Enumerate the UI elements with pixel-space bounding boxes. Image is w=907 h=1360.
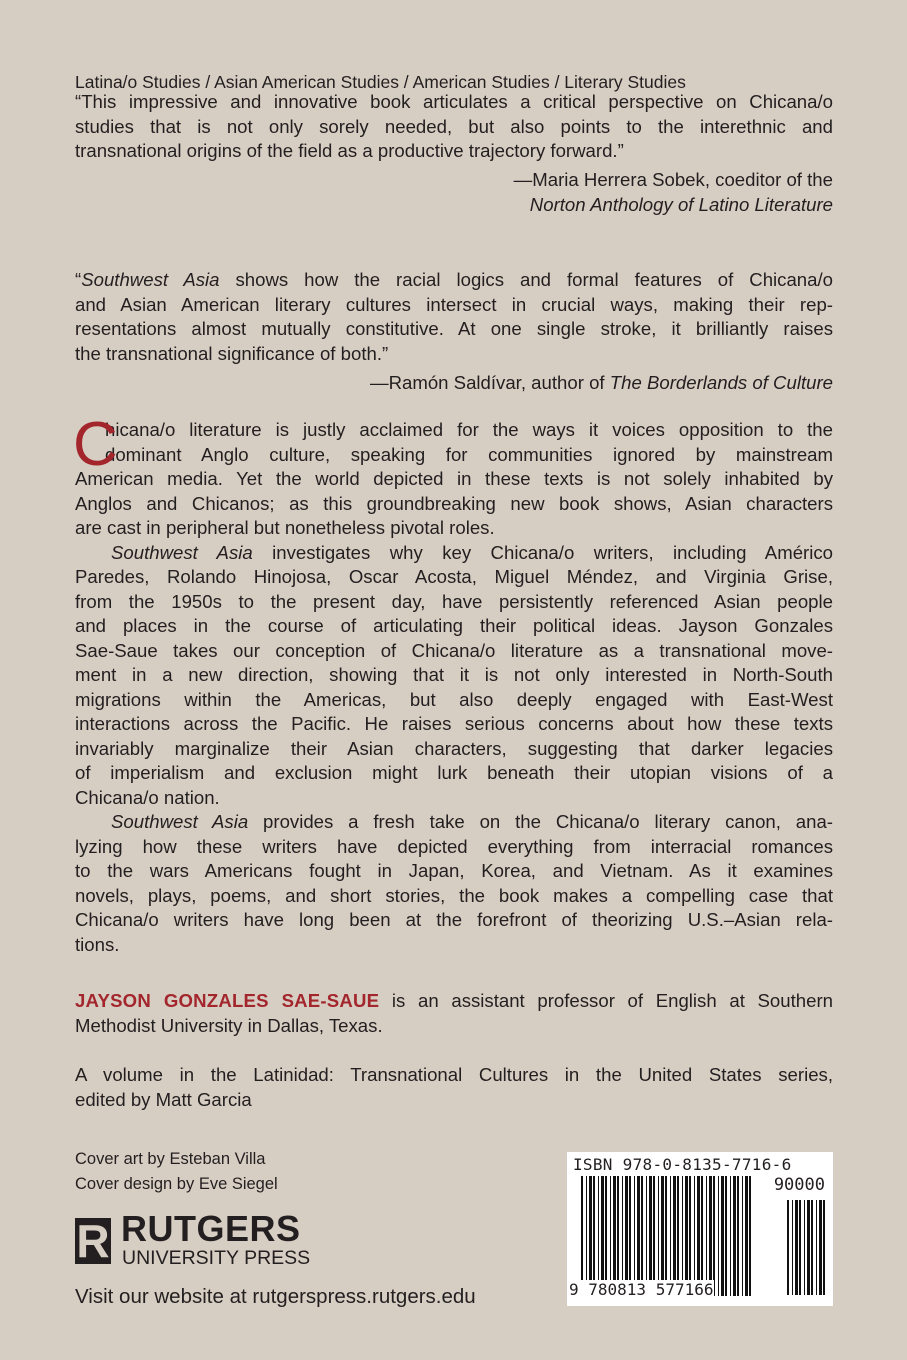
barcode-bar — [685, 1176, 688, 1296]
text-segment: and places in the course of articulating their political ideas. Jayson Gonzales — [75, 615, 833, 636]
text-line — [75, 1088, 833, 1113]
barcode-bar — [823, 1200, 825, 1295]
text-segment: hicana/o literature is justly acclaimed for the ways it voices opposition to the — [105, 419, 833, 440]
drop-cap: C — [73, 410, 118, 479]
text-segment: shows how the racial logics and formal features of Chicana/o — [219, 269, 833, 290]
barcode-bar — [737, 1176, 739, 1296]
endorsement-quote-1 — [75, 90, 833, 164]
barcode-bar — [646, 1176, 647, 1296]
text-segment: Paredes, Rolando Hinojosa, Oscar Acosta, Miguel Méndez, and Virginia Grise, — [75, 566, 833, 587]
series-note — [75, 1063, 833, 1112]
publisher-website[interactable]: Visit our website at rutgerspress.rutgers.edu — [75, 1285, 476, 1308]
barcode-bar — [622, 1176, 623, 1296]
text-line — [75, 590, 833, 615]
barcode-bar — [787, 1200, 789, 1295]
price-code: 90000 — [773, 1175, 825, 1195]
publisher-logo — [75, 1208, 325, 1272]
text-line — [75, 293, 833, 318]
text-segment: —Maria Herrera Sobek, coeditor of the — [513, 169, 833, 190]
barcode-bar — [677, 1176, 679, 1296]
text-line — [75, 541, 833, 566]
text-line — [75, 786, 833, 811]
text-line — [75, 1014, 833, 1039]
barcode-bar — [733, 1176, 736, 1296]
text-line — [75, 139, 833, 164]
subject-categories: Latina/o Studies / Asian American Studies / American Studies / Literary Studies — [75, 72, 686, 92]
barcode-bar — [581, 1176, 583, 1296]
italic-title: The Borderlands of Culture — [609, 372, 833, 393]
barcode-bar — [725, 1176, 727, 1296]
barcode-bar — [658, 1176, 659, 1296]
barcode-bar — [697, 1176, 700, 1296]
barcode-bar — [661, 1176, 664, 1296]
text-segment: provides a fresh take on the Chicana/o literary canon, ana- — [248, 811, 833, 832]
price-bars — [787, 1200, 827, 1295]
barcode-bar — [601, 1176, 604, 1296]
text-segment: dominant Anglo culture, speaking for communities ignored by mainstream — [105, 443, 833, 465]
text-segment: Sae-Saue takes our conception of Chicana/o literature as a transnational move- — [75, 639, 833, 661]
barcode-bar — [804, 1200, 805, 1295]
ean-digits: 9 780813 577166 — [569, 1280, 714, 1299]
text-segment: transnational origins of the field as a productive trajectory forward.” — [75, 140, 624, 161]
barcode-bar — [807, 1200, 810, 1295]
publisher-name: RUTGERS — [121, 1208, 301, 1249]
text-line — [75, 884, 833, 909]
text-segment: ment in a new direction, showing that it is not only interested in North-South — [75, 664, 833, 685]
text-segment: Chicana/o writers have long been at the forefront of theorizing U.S.–Asian rela- — [75, 909, 833, 930]
text-segment: “This impressive and innovative book articulates a critical perspective on Chicana/o — [75, 91, 833, 112]
barcode-bar — [629, 1176, 631, 1296]
text-line — [75, 467, 833, 492]
text-segment: migrations within the Americas, but also deeply engaged with East-West — [75, 688, 833, 710]
barcode-bar — [670, 1176, 671, 1296]
endorsement-quote-2 — [75, 268, 833, 366]
text-line — [75, 168, 833, 193]
barcode-bar — [819, 1200, 822, 1295]
text-segment: investigates why key Chicana/o writers, including Américo — [252, 541, 833, 563]
barcode-bar — [689, 1176, 691, 1296]
text-line — [75, 342, 833, 367]
barcode-bar — [634, 1176, 635, 1296]
text-line — [75, 761, 833, 786]
barcode-bar — [682, 1176, 683, 1296]
isbn-barcode — [567, 1152, 833, 1306]
text-line — [75, 115, 833, 140]
barcode-bar — [610, 1176, 611, 1296]
italic-title: Southwest Asia — [81, 269, 220, 290]
cover-art-credit: Cover art by Esteban Villa — [75, 1150, 266, 1168]
barcode-bar — [649, 1176, 652, 1296]
text-line — [75, 193, 833, 218]
text-segment: to the wars Americans fought in Japan, Korea, and Vietnam. As it examines — [75, 860, 833, 881]
text-segment: Methodist University in Dallas, Texas. — [75, 1014, 383, 1036]
text-line — [75, 933, 833, 958]
text-line — [75, 516, 833, 541]
text-segment: invariably marginalize their Asian characters, suggesting that darker legacies — [75, 737, 833, 759]
text-segment: is an assistant professor of English at Southern — [379, 990, 833, 1011]
barcode-bar — [792, 1200, 793, 1295]
barcode-bar — [617, 1176, 619, 1296]
text-line — [75, 663, 833, 688]
text-segment: the transnational significance of both.” — [75, 342, 389, 364]
text-line — [75, 614, 833, 639]
barcode-bar — [598, 1176, 599, 1296]
text-line — [75, 418, 833, 443]
text-line — [75, 90, 833, 115]
barcode-bar — [795, 1200, 798, 1295]
book-description — [73, 410, 833, 957]
text-line — [75, 371, 833, 396]
barcode-bar — [701, 1176, 703, 1296]
text-segment: resentations almost mutually constitutive. At one single stroke, it brilliantly raises — [75, 318, 833, 339]
text-segment: tions. — [75, 933, 120, 955]
text-segment: interactions across the Pacific. He raises serious concerns about how these texts — [75, 713, 833, 734]
text-line — [75, 810, 833, 835]
text-line — [75, 639, 833, 664]
barcode-bar — [673, 1176, 676, 1296]
text-segment: Chicana/o nation. — [75, 786, 220, 808]
isbn-number: ISBN 978-0-8135-7716-6 — [573, 1155, 792, 1174]
text-line — [75, 1063, 833, 1088]
text-line — [75, 317, 833, 342]
ean-bars — [581, 1176, 751, 1296]
barcode-bar — [816, 1200, 817, 1295]
barcode-bar — [709, 1176, 712, 1296]
barcode-bar — [589, 1176, 592, 1296]
italic-title: Norton Anthology of Latino Literature — [529, 193, 833, 215]
barcode-bar — [749, 1176, 751, 1296]
text-segment: —Ramón Saldívar, author of — [369, 372, 610, 393]
publisher-subname: UNIVERSITY PRESS — [122, 1247, 311, 1269]
text-line — [75, 835, 833, 860]
barcode-bar — [811, 1200, 813, 1295]
barcode-bar — [593, 1176, 595, 1296]
barcode-bar — [613, 1176, 616, 1296]
barcode-bar — [625, 1176, 628, 1296]
italic-title: Southwest Asia — [111, 811, 249, 832]
rutgers-r-icon: R — [76, 1218, 110, 1264]
text-segment: studies that is not only sorely needed, but also points to the interethnic and — [75, 115, 833, 137]
barcode-bar — [653, 1176, 655, 1296]
barcode-bar — [745, 1176, 748, 1296]
cover-design-credit: Cover design by Eve Siegel — [75, 1175, 278, 1193]
text-line — [75, 268, 833, 293]
barcode-bar — [742, 1176, 743, 1296]
barcode-bar — [637, 1176, 640, 1296]
text-line — [75, 859, 833, 884]
text-line — [75, 989, 833, 1014]
text-segment: novels, plays, poems, and short stories, the book makes a compelling case that — [75, 884, 833, 906]
text-line — [75, 712, 833, 737]
text-line — [75, 443, 833, 468]
author-bio — [75, 989, 833, 1038]
text-line — [75, 737, 833, 762]
barcode-bar — [799, 1200, 801, 1295]
author-name: JAYSON GONZALES SAE-SAUE — [75, 990, 380, 1011]
text-segment: edited by Matt Garcia — [75, 1088, 252, 1110]
barcode-bar — [713, 1176, 715, 1296]
text-segment: from the 1950s to the present day, have persistently referenced Asian people — [75, 590, 833, 612]
text-line — [75, 908, 833, 933]
text-line — [75, 565, 833, 590]
barcode-bar — [586, 1176, 587, 1296]
barcode-bar — [730, 1176, 731, 1296]
barcode-bar — [706, 1176, 707, 1296]
text-segment: and Asian American literary cultures intersect in crucial ways, making their rep- — [75, 293, 833, 315]
barcode-bar — [605, 1176, 607, 1296]
text-segment: are cast in peripheral but nonetheless pivotal roles. — [75, 517, 495, 538]
endorsement-attribution-1 — [75, 168, 833, 217]
text-segment: American media. Yet the world depicted in these texts is not solely inhabited by — [75, 468, 833, 489]
text-segment: A volume in the Latinidad: Transnational Cultures in the United States series, — [75, 1064, 833, 1085]
barcode-bar — [721, 1176, 724, 1296]
italic-title: Southwest Asia — [111, 541, 253, 563]
text-segment: lyzing how these writers have depicted everything from interracial romances — [75, 835, 833, 857]
text-segment: Anglos and Chicanos; as this groundbreaking new book shows, Asian characters — [75, 492, 833, 514]
text-segment: of imperialism and exclusion might lurk beneath their utopian visions of a — [75, 762, 833, 783]
text-segment: “ — [75, 269, 82, 290]
barcode-bar — [718, 1176, 719, 1296]
endorsement-attribution-2 — [75, 371, 833, 396]
barcode-bar — [694, 1176, 695, 1296]
text-line — [75, 492, 833, 517]
text-line — [75, 688, 833, 713]
barcode-bar — [665, 1176, 667, 1296]
barcode-bar — [641, 1176, 643, 1296]
